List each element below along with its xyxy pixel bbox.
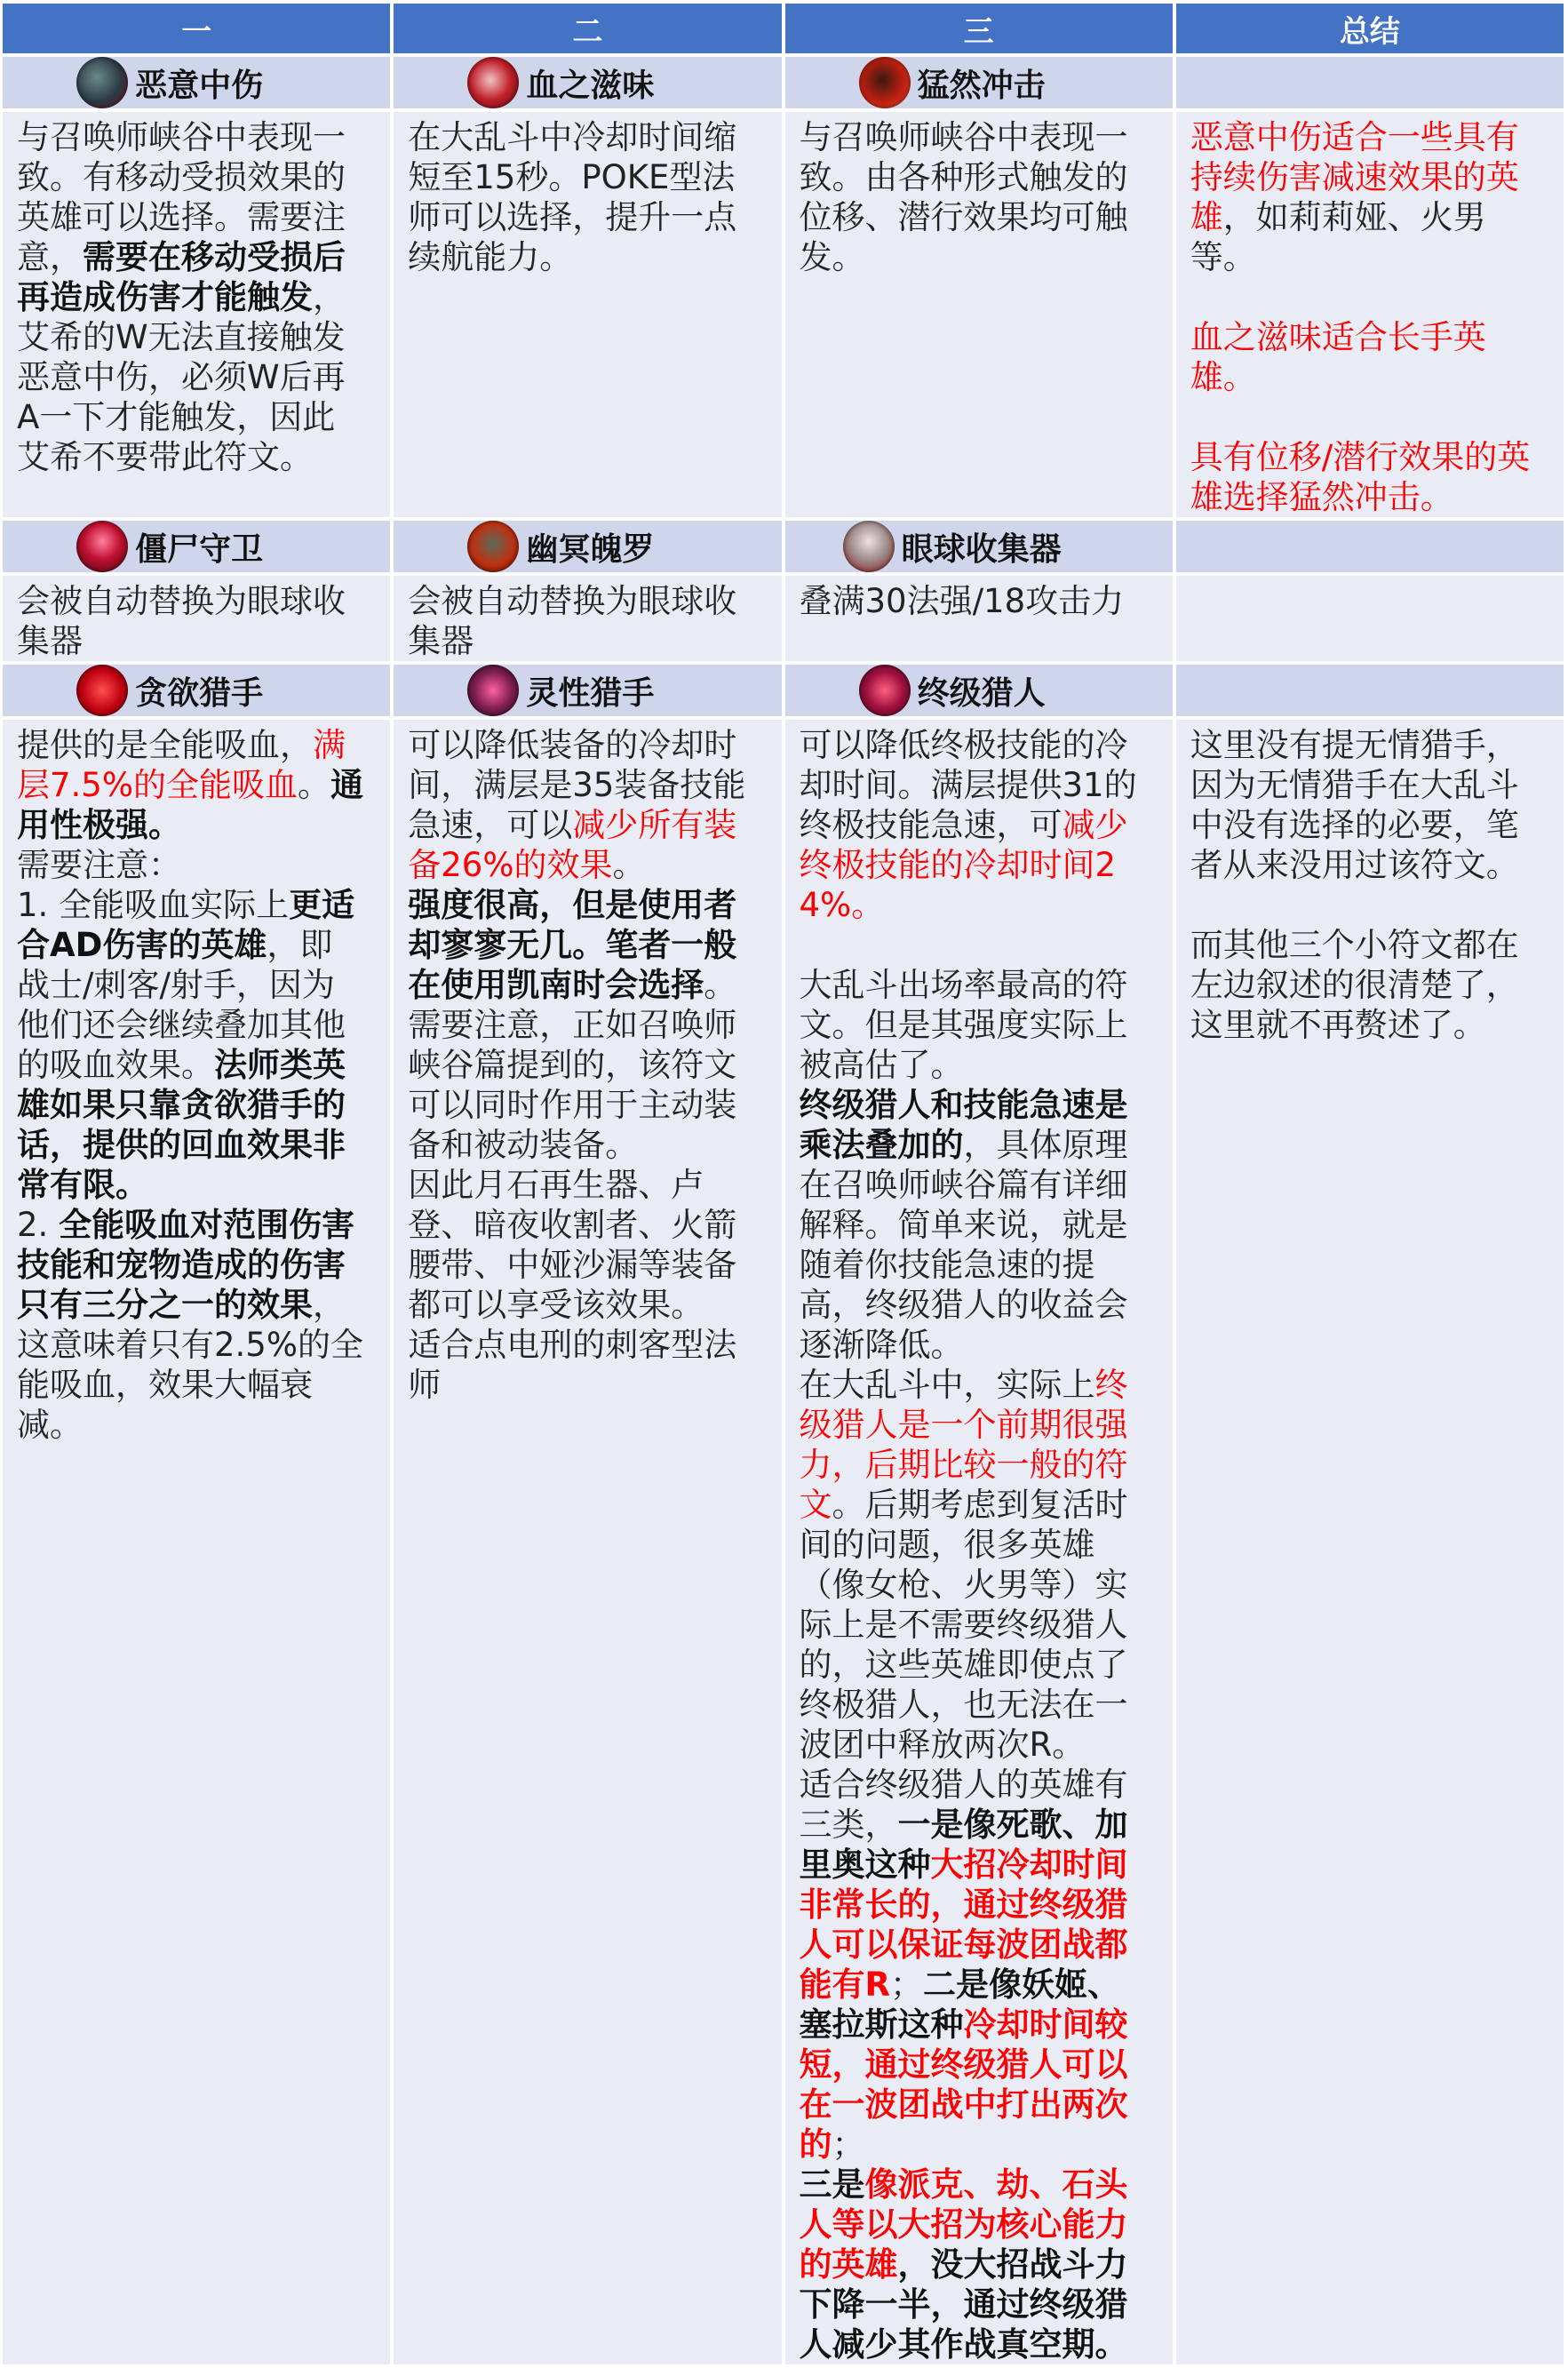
- text-segment: ，即战士/刺客/射手，因为他们还会继续叠加其他的吸血效果。: [17, 926, 346, 1084]
- eyeball-collection-rune-icon: [843, 521, 895, 572]
- column-header-1: 一: [3, 4, 390, 53]
- rune-name-row: [3, 57, 1564, 108]
- description-cell: [785, 112, 1173, 517]
- description-text: [3, 720, 390, 1445]
- text-segment: 2.: [17, 1206, 49, 1244]
- description-text: [1176, 112, 1564, 517]
- sudden-impact-rune-icon: [859, 57, 911, 108]
- text-segment: 会被自动替换为眼球收集器: [408, 582, 737, 660]
- rune-title: [3, 57, 390, 108]
- ravenous-hunter-rune-icon: [76, 665, 128, 716]
- rune-name: 恶意中伤: [135, 67, 264, 104]
- column-header-2: 二: [394, 4, 781, 53]
- bold-text: ，没大招战斗力下降一半，通过终级猎人减少其作战真空期。: [799, 2245, 1128, 2364]
- rune-name: 终级猎人: [917, 674, 1046, 712]
- text-segment: ；: [890, 1965, 923, 2004]
- bold-text: 更适合AD伤害的英雄: [17, 886, 355, 964]
- bold-text: 需要在移动受损后再造成伤害才能触发: [17, 238, 346, 316]
- malice-rune-icon: [76, 57, 128, 108]
- description-text: [394, 112, 781, 277]
- text-segment: 需要注意： 1. 全能吸血实际上: [17, 846, 290, 924]
- description-cell: [785, 576, 1173, 661]
- summary-cell: [1176, 112, 1564, 517]
- rune-name-cell: [3, 665, 390, 716]
- ingenious-hunter-rune-icon: [467, 665, 519, 716]
- description-cell: [3, 720, 390, 2364]
- highlighted-text: 冷却时间较短，通过终级猎人可以在一波团战中打出两次的: [799, 2005, 1128, 2164]
- bold-text: 三是: [799, 2165, 865, 2204]
- rune-name-cell: [785, 57, 1173, 108]
- text-segment: ，如莉莉娅、火男等。: [1190, 198, 1486, 276]
- text-segment: 可以降低装备的冷却时间，满层是35装备技能急速，可以: [408, 726, 746, 844]
- rune-name: 眼球收集器: [901, 530, 1062, 568]
- highlighted-text: 恶意中伤适合一些具有持续伤害减速效果的英雄: [1190, 118, 1519, 236]
- text-segment: ；: [832, 2125, 865, 2164]
- description-text: [785, 576, 1173, 621]
- text-segment: 。: [298, 766, 330, 804]
- column-header-summary: 总结: [1176, 4, 1564, 53]
- bold-text: 法师类英雄如果只靠贪欲猎手的话，提供的回血效果非常有限。: [17, 1046, 346, 1204]
- description-cell: [3, 576, 390, 661]
- text-segment: 会被自动替换为眼球收集器: [17, 582, 346, 660]
- summary-cell: [1176, 576, 1564, 661]
- highlighted-text: 血之滋味适合长手英雄。: [1190, 318, 1486, 396]
- rune-name-cell: [1176, 521, 1564, 572]
- highlighted-text: 满层7.5%的全能吸血: [17, 726, 346, 804]
- rune-name-cell: [3, 521, 390, 572]
- ghost-poro-rune-icon: [467, 521, 519, 572]
- ultimate-hunter-rune-icon: [859, 665, 911, 716]
- description-text: [3, 112, 390, 477]
- text-segment: 与召唤师峡谷中表现一致。由各种形式触发的位移、潜行效果均可触发。: [799, 118, 1128, 276]
- highlighted-text: 减少终极技能的冷却时间24%。: [799, 806, 1128, 924]
- rune-name-row: [3, 521, 1564, 572]
- text-segment: 在大乱斗中冷却时间缩短至15秒。POKE型法师可以选择，提升一点续航能力。: [408, 118, 737, 276]
- rune-name-cell: [1176, 665, 1564, 716]
- rune-title: [785, 57, 1173, 108]
- text-segment: ，艾希的W无法直接触发恶意中伤，必须W后再A一下才能触发，因此艾希不要带此符文。: [17, 278, 346, 476]
- description-cell: [785, 720, 1173, 2364]
- highlighted-text: 减少所有装备26%的效果: [408, 806, 737, 884]
- text-segment: 大乱斗出场率最高的符文。但是其强度实际上被高估了。: [799, 966, 1128, 1084]
- bold-text: 终级猎人和技能急速是乘法叠加的: [799, 1086, 1128, 1164]
- rune-name-cell: [394, 521, 781, 572]
- bold-text: 通用性极强。: [17, 766, 363, 844]
- text-segment: 可以降低终极技能的冷却时间。满层提供31的终极技能急速，可: [799, 726, 1137, 844]
- description-text: [394, 576, 781, 661]
- rune-name: 灵性猎手: [526, 674, 655, 712]
- column-header-3: 三: [785, 4, 1173, 53]
- description-text: [1176, 576, 1564, 581]
- description-cell: [394, 112, 781, 517]
- rune-name: 幽冥魄罗: [526, 530, 655, 568]
- rune-name-row: [3, 665, 1564, 716]
- rune-name-cell: [785, 665, 1173, 716]
- rune-name-cell: [394, 665, 781, 716]
- description-text: [785, 112, 1173, 277]
- text-segment: 。后期考虑到复活时间的问题，很多英雄（像女枪、火男等）实际上是不需要终级猎人的，这些英雄即使点了终极猎人，也无法在一波团中释放两次R。 适合终级猎人的英雄有三类，: [799, 1486, 1128, 1844]
- description-text: [785, 720, 1173, 2364]
- rune-title: [394, 521, 781, 572]
- bold-text: 全能吸血对范围伤害技能和宠物造成的伤害只有三分之一的效果: [17, 1206, 355, 1324]
- highlighted-text: 像派克、劫、石头人等以大招为核心能力的英雄: [799, 2165, 1128, 2284]
- zombie-ward-rune-icon: [76, 521, 128, 572]
- description-cell: [394, 720, 781, 2364]
- text-segment: 。: [612, 846, 646, 884]
- summary-cell: [1176, 720, 1564, 2364]
- taste-of-blood-rune-icon: [467, 57, 519, 108]
- text-segment: 。 需要注意，正如召唤师峡谷篇提到的，该符文可以同时作用于主动装备和被动装备。 因此月石再生器、卢登、暗夜收割者、火箭腰带、中娅沙漏等装备都可以享受该效果。 适合点电刑的刺客型法师: [408, 966, 737, 1404]
- description-text: [394, 720, 781, 1405]
- rune-name: 贪欲猎手: [135, 674, 264, 712]
- rune-name: 血之滋味: [526, 67, 655, 104]
- rune-name-cell: [3, 57, 390, 108]
- description-row: [3, 576, 1564, 661]
- rune-name-cell: [785, 521, 1173, 572]
- rune-title: [3, 521, 390, 572]
- text-segment: 与召唤师峡谷中表现一致。有移动受损效果的英雄可以选择。需要注意，: [17, 118, 346, 276]
- header-row: [3, 4, 1564, 53]
- rune-title: [394, 665, 781, 716]
- rune-title: [785, 665, 1173, 716]
- rune-title: [394, 57, 781, 108]
- text-segment: 叠满30法强/18攻击力: [799, 582, 1125, 620]
- description-text: [1176, 720, 1564, 1045]
- rune-name: 猛然冲击: [917, 67, 1046, 104]
- rune-name-cell: [1176, 57, 1564, 108]
- description-cell: [3, 112, 390, 517]
- description-row: [3, 720, 1564, 2364]
- description-text: [3, 576, 390, 661]
- text-segment: 提供的是全能吸血，: [17, 726, 313, 764]
- rune-name-cell: [394, 57, 781, 108]
- highlighted-text: 具有位移/潜行效果的英雄选择猛然冲击。: [1190, 438, 1531, 516]
- bold-text: 强度很高，但是使用者却寥寥无几。笔者一般在使用凯南时会选择: [408, 886, 737, 1004]
- description-row: [3, 112, 1564, 517]
- text-segment: ，具体原理在召唤师峡谷篇有详细解释。简单来说，就是随着你技能急速的提高，终级猎人的收益会逐渐降低。 在大乱斗中，实际上: [799, 1126, 1128, 1404]
- bold-text: 二是像妖姬、塞拉斯这种: [799, 1965, 1120, 2044]
- bold-text: 一是像死歌、加里奥这种: [799, 1806, 1128, 1884]
- text-segment: 这里没有提无情猎手，因为无情猎手在大乱斗中没有选择的必要，笔者从来没用过该符文。 而其他三个小符文都在左边叙述的很清楚了，这里就不再赘述了。: [1190, 726, 1519, 1044]
- description-cell: [394, 576, 781, 661]
- text-segment: ，这意味着只有2.5%的全能吸血，效果大幅衰减。: [17, 1286, 363, 1444]
- rune-title: [785, 521, 1173, 572]
- rune-name: 僵尸守卫: [135, 530, 264, 568]
- highlighted-text: 终级猎人是一个前期很强力，后期比较一般的符文: [799, 1366, 1128, 1524]
- highlighted-text: 大招冷却时间非常长的，通过终级猎人可以保证每波团战都能有R: [799, 1846, 1128, 2004]
- rune-title: [3, 665, 390, 716]
